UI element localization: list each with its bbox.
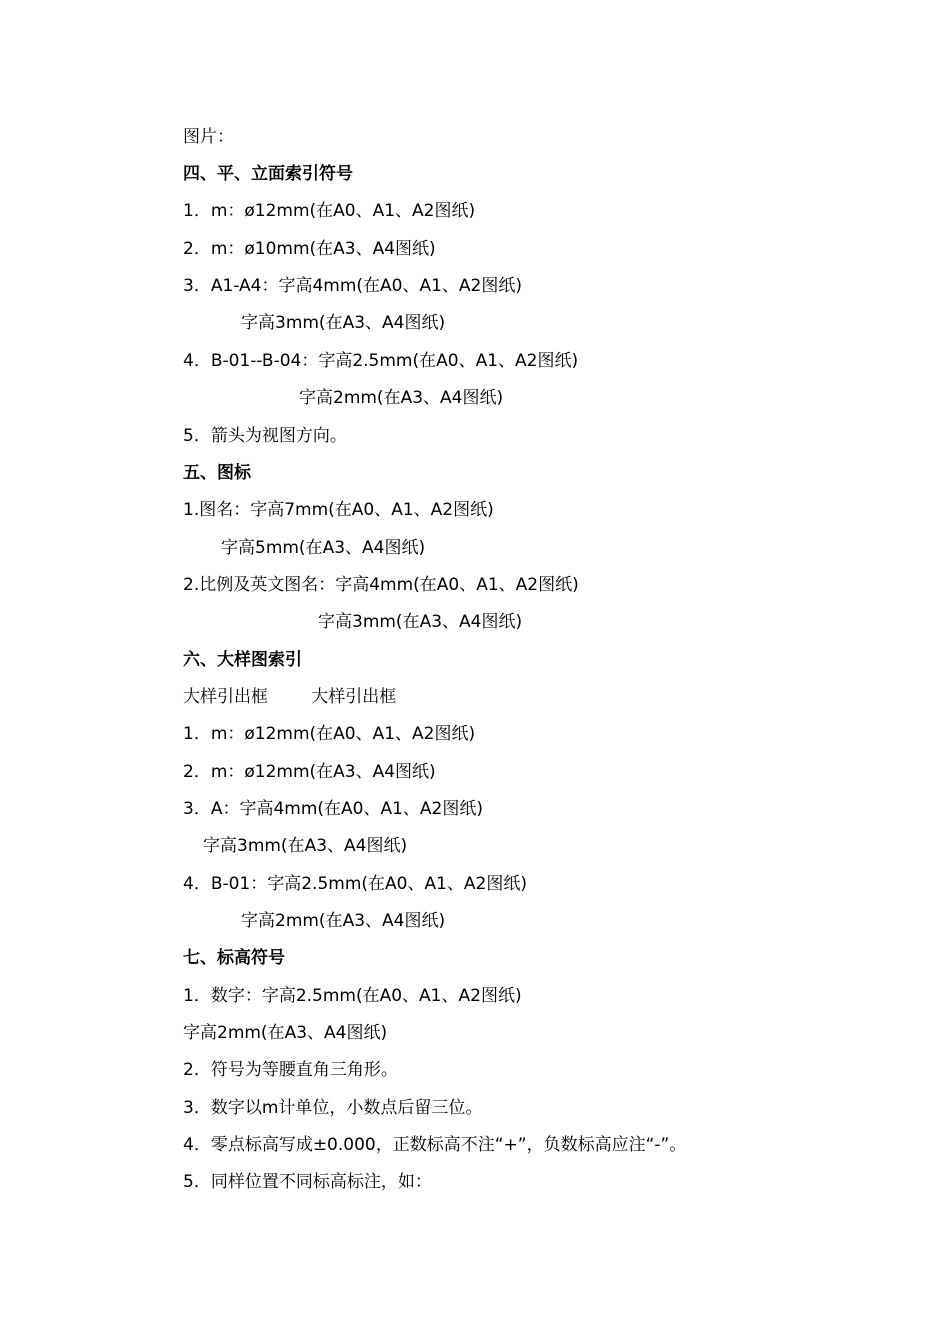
text-line: 4．零点标高写成±0.000，正数标高不注“+”，负数标高应注“-”。 <box>183 1135 687 1155</box>
section-heading: 四、平、立面索引符号 <box>183 164 353 184</box>
text-line: 字高2mm(在A3、A4图纸) <box>241 911 446 931</box>
text-line: 5．箭头为视图方向。 <box>183 426 347 446</box>
text-line: 1．数字：字高2.5mm(在A0、A1、A2图纸) <box>183 986 522 1006</box>
text-line: 字高3mm(在A3、A4图纸) <box>203 836 408 856</box>
text-line: 大样引出框 大样引出框 <box>183 687 397 707</box>
text-line: 3．A：字高4mm(在A0、A1、A2图纸) <box>183 799 483 819</box>
text-line: 字高2mm(在A3、A4图纸) <box>299 388 504 408</box>
section-heading: 五、图标 <box>183 463 251 483</box>
text-line: 4．B-01--B-04：字高2.5mm(在A0、A1、A2图纸) <box>183 351 579 371</box>
text-line: 2．m：ø12mm(在A3、A4图纸) <box>183 762 436 782</box>
text-line: 1.图名：字高7mm(在A0、A1、A2图纸) <box>183 500 494 520</box>
text-line: 2．符号为等腰直角三角形。 <box>183 1060 398 1080</box>
text-line: 2.比例及英文图名：字高4mm(在A0、A1、A2图纸) <box>183 575 579 595</box>
text-line: 1．m：ø12mm(在A0、A1、A2图纸) <box>183 724 476 744</box>
text-line: 4．B-01：字高2.5mm(在A0、A1、A2图纸) <box>183 874 528 894</box>
text-line: 3．数字以m计单位，小数点后留三位。 <box>183 1098 483 1118</box>
text-line: 2．m：ø10mm(在A3、A4图纸) <box>183 239 436 259</box>
section-heading: 六、大样图索引 <box>183 650 302 670</box>
text-line: 1．m：ø12mm(在A0、A1、A2图纸) <box>183 201 476 221</box>
text-line: 字高5mm(在A3、A4图纸) <box>221 538 426 558</box>
text-line: 3．A1-A4：字高4mm(在A0、A1、A2图纸) <box>183 276 523 296</box>
text-line: 字高3mm(在A3、A4图纸) <box>241 313 446 333</box>
text-line: 5．同样位置不同标高标注，如： <box>183 1172 432 1192</box>
text-line: 图片： <box>183 127 234 147</box>
text-line: 字高2mm(在A3、A4图纸) <box>183 1023 388 1043</box>
section-heading: 七、标高符号 <box>183 948 285 968</box>
text-line: 字高3mm(在A3、A4图纸) <box>318 612 523 632</box>
